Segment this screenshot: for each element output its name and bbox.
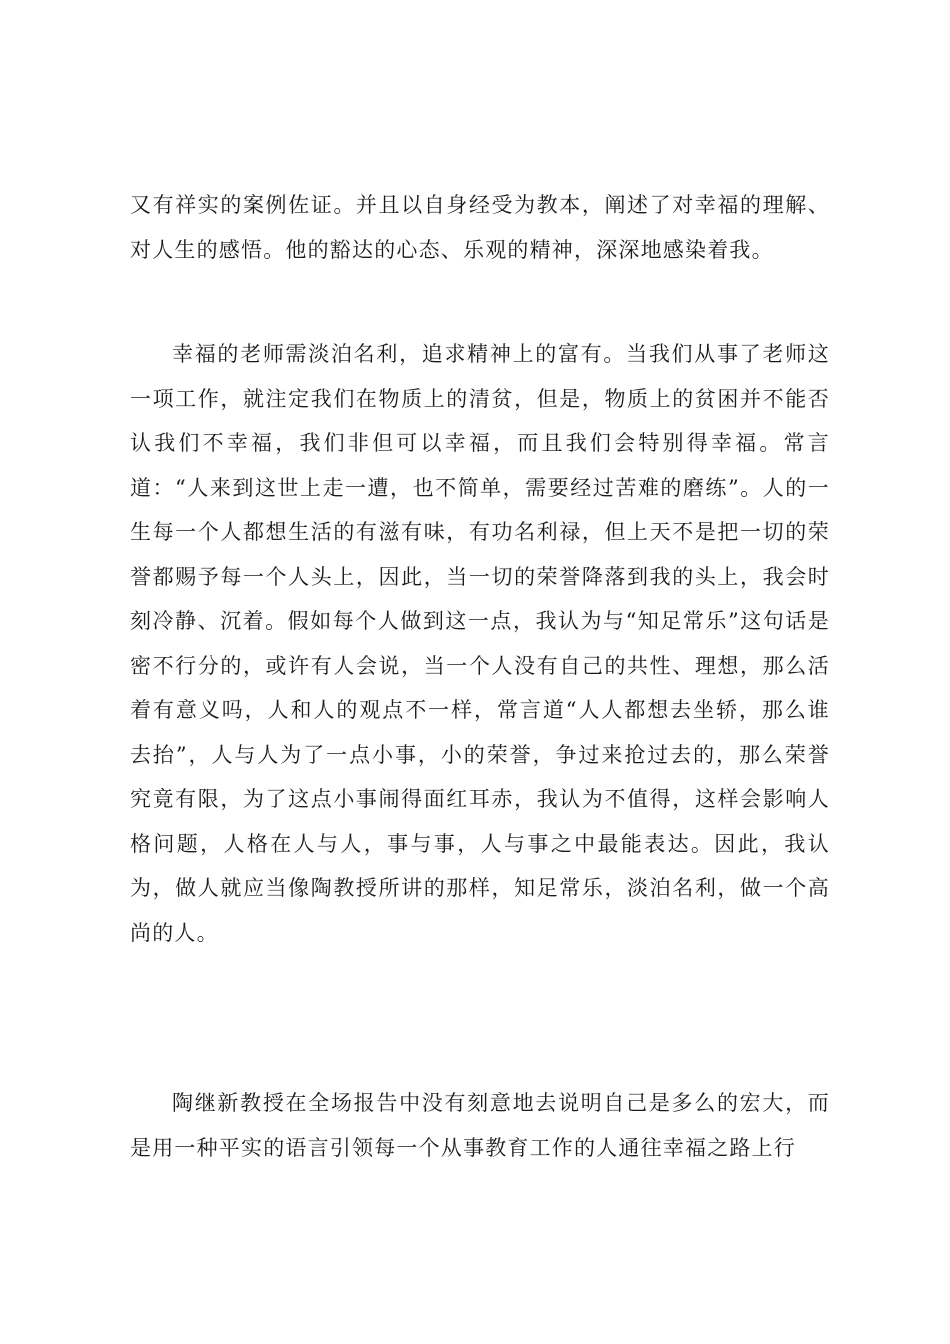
paragraph-professor-report: 陶继新教授在全场报告中没有刻意地去说明自己是多么的宏大，而是用一种平实的语言引领每一个从事教育工作的人通往幸福之路上行: [130, 1091, 830, 1160]
paragraph-continuation: 又有祥实的案例佐证。并且以自身经受为教本，阐述了对幸福的理解、对人生的感悟。他的豁达的心态、乐观的精神，深深地感染着我。: [130, 193, 830, 262]
paragraph-happy-teacher: 幸福的老师需淡泊名利，追求精神上的富有。当我们从事了老师这一项工作，就注定我们在物质上的清贫，但是，物质上的贫困并不能否认我们不幸福，我们非但可以幸福，而且我们会特别得幸福。常言道：“人来到这世上走一遭，也不简单，需要经过苦难的磨练”。人的一生每一个人都想生活的有滋有味，有功名利禄，但上天不是把一切的荣誉都赐予每一个人头上，因此，当一切的荣誉降落到我的头上，我会时刻冷静、沉着。假如每个人做到这一点，我认为与“知足常乐”这句话是密不行分的，或许有人会说，当一个人没有自己的共性、理想，那么活着有意义吗，人和人的观点不一样，常言道“人人都想去坐轿，那么谁去抬”，人与人为了一点小事，小的荣誉，争过来抢过去的，那么荣誉究竟有限，为了这点小事闹得面红耳赤，我认为不值得，这样会影响人格问题，人格在人与人，事与事，人与事之中最能表达。因此，我认为，做人就应当像陶教授所讲的那样，知足常乐，淡泊名利，做一个高尚的人。: [130, 342, 830, 945]
